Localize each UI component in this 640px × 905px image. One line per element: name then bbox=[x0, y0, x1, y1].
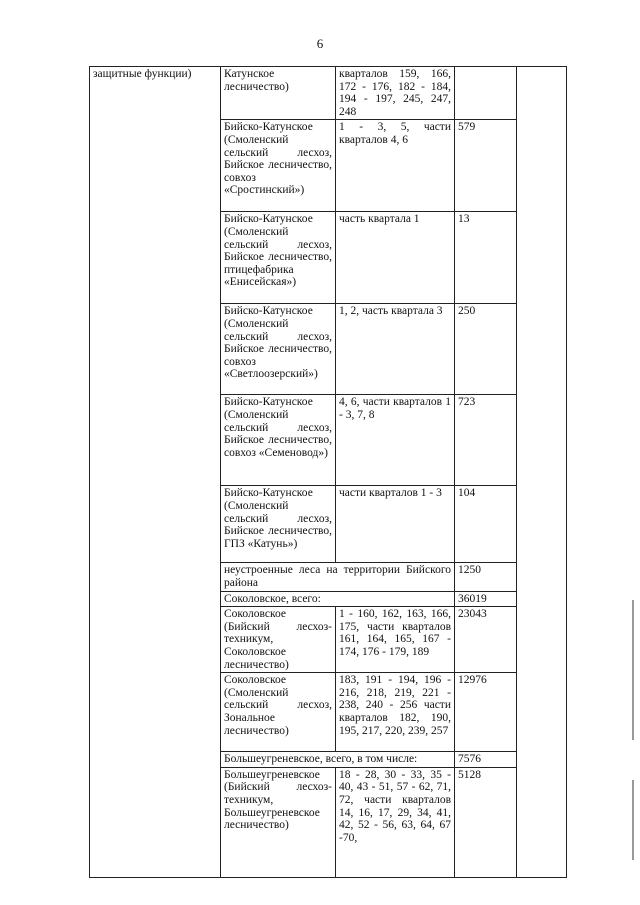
span-label-cell: неустроенные леса на территории Бийского района bbox=[221, 563, 455, 591]
quarters-cell: 1, 2, часть квартала 3 bbox=[336, 304, 455, 395]
area-cell: 12976 bbox=[455, 673, 517, 752]
scan-edge-mark bbox=[632, 780, 634, 860]
area-cell bbox=[455, 67, 517, 120]
table-row bbox=[90, 67, 567, 120]
purpose-cell bbox=[90, 67, 221, 878]
quarters-cell: 18 - 28, 30 - 33, 35 - 40, 43 - 51, 57 - 62, 71, 72, части кварталов 14, 16, 17, 29, 34, 41, 42, 52 - 56, 63, 64, 67 -70, bbox=[336, 767, 455, 877]
forestry-name-cell: Бийско-Катунское (Смоленский сельский лесхоз, Бийское лесничество, ГПЗ «Катунь») bbox=[221, 486, 336, 563]
purpose-text: защитные функции) bbox=[93, 68, 192, 80]
area-cell: 36019 bbox=[455, 591, 517, 607]
span-label-cell: Большеугреневское, всего, в том числе: bbox=[221, 752, 455, 768]
area-cell: 1250 bbox=[455, 563, 517, 591]
forest-table bbox=[89, 66, 567, 878]
quarters-cell: 4, 6, части кварталов 1 - 3, 7, 8 bbox=[336, 395, 455, 486]
quarters-cell: часть квартала 1 bbox=[336, 212, 455, 304]
area-cell: 250 bbox=[455, 304, 517, 395]
forestry-name-cell: Соколовское (Бийский лесхоз-техникум, Соколовское лесничество) bbox=[221, 607, 336, 673]
notes-cell bbox=[517, 67, 567, 878]
scan-edge-mark bbox=[632, 600, 634, 740]
forestry-name-cell: Бийско-Катунское (Смоленский сельский лесхоз, Бийское лесничество, совхоз «Светлоозерский») bbox=[221, 304, 336, 395]
quarters-cell: 1 - 3, 5, части кварталов 4, 6 bbox=[336, 120, 455, 212]
area-cell: 5128 bbox=[455, 767, 517, 877]
quarters-cell: 183, 191 - 194, 196 - 216, 218, 219, 221 - 238, 240 - 256 части кварталов 182, 190, 195, 217, 220, 239, 257 bbox=[336, 673, 455, 752]
quarters-cell: части кварталов 1 - 3 bbox=[336, 486, 455, 563]
quarters-cell: 1 - 160, 162, 163, 166, 175, части кварталов 161, 164, 165, 167 - 174, 176 - 179, 189 bbox=[336, 607, 455, 673]
area-cell: 13 bbox=[455, 212, 517, 304]
page-number: 6 bbox=[316, 36, 324, 51]
area-cell: 723 bbox=[455, 395, 517, 486]
quarters-cell: кварталов 159, 166, 172 - 176, 182 - 184, 194 - 197, 245, 247, 248 bbox=[336, 67, 455, 120]
area-cell: 7576 bbox=[455, 752, 517, 768]
forestry-name-cell: Бийско-Катунское (Смоленский сельский лесхоз, Бийское лесничество, совхоз «Семеновод») bbox=[221, 395, 336, 486]
forestry-name-cell: Большеугреневское (Бийский лесхоз-техникум, Большеугреневское лесничество) bbox=[221, 767, 336, 877]
forestry-name-cell: Бийско-Катунское (Смоленский сельский лесхоз, Бийское лесничество, совхоз «Сростинский») bbox=[221, 120, 336, 212]
forestry-name-cell: Соколовское (Смоленский сельский лесхоз, Зональное лесничество) bbox=[221, 673, 336, 752]
span-label-cell: Соколовское, всего: bbox=[221, 591, 455, 607]
area-cell: 579 bbox=[455, 120, 517, 212]
forestry-name-cell: Бийско-Катунское (Смоленский сельский лесхоз, Бийское лесничество, птицефабрика «Енисейская») bbox=[221, 212, 336, 304]
area-cell: 23043 bbox=[455, 607, 517, 673]
forestry-name-cell: Катунское лесничество) bbox=[221, 67, 336, 120]
area-cell: 104 bbox=[455, 486, 517, 563]
